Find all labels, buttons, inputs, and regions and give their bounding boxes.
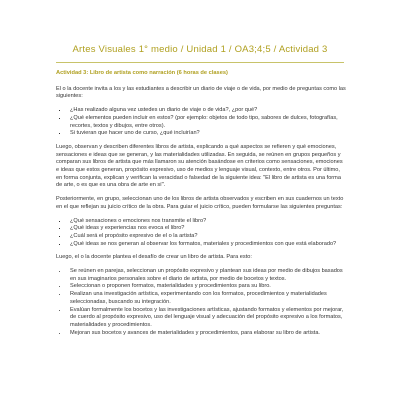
list-item: ▪ ¿Qué ideas se nos generan al observar los formatos, materiales y procedimientos con que está elaborado? <box>68 241 346 249</box>
question-list-2 <box>56 218 346 249</box>
document-body <box>56 70 346 343</box>
list-item: ▪ ¿Has realizado alguna vez ustedes un diario de viaje o de vida?, ¿por qué? <box>68 107 346 115</box>
list-item: ▪ ¿Qué sensaciones o emociones nos transmite el libro? <box>68 218 346 226</box>
list-item: • Realizan una investigación artística, experimentando con los formatos, procedimientos y materialidades seleccionadas, buscando su integración. <box>68 291 346 306</box>
observation-paragraph: Luego, observan y describen diferentes libros de artista, explicando a qué aspectos se refieren y qué emociones, sensaciones e ideas que se generan, y las materialidades utilizadas. En seguida, se reúnen en grupos pequeños y comparan sus libros de artista que más llamaron su atención basándose en criterios como sensaciones, emociones e ideas que estos generan, propósito expresivo, uso de medios y lenguaje visual, contexto, entre otros. Por último, en forma conjunta, explican y verifican la veracidad o falsedad de la siguiente idea: "El libro de artista es una forma de arte, o es que es una obra de arte en sí". <box>56 143 343 189</box>
list-item: ▪ ¿Cuál será el propósito expresivo de el o la artista? <box>68 233 346 241</box>
title-divider <box>56 62 344 63</box>
intro-paragraph: El o la docente invita a los y las estudiantes a describir un diario de viaje o de vida, por medio de preguntas como las siguientes: <box>56 85 346 100</box>
steps-list <box>56 268 346 337</box>
page-title: Artes Visuales 1° medio / Unidad 1 / OA3;4;5 / Actividad 3 <box>72 44 328 55</box>
challenge-paragraph: Luego, el o la docente plantea el desafío de crear un libro de artista. Para esto: <box>56 254 252 261</box>
list-item: ▪ ¿Qué ideas y experiencias nos evoca el libro? <box>68 225 346 233</box>
list-item: • Evalúan formalmente los bocetos y las investigaciones artísticas, ajustando formatos y elementos por mejorar, de cuerdo al propósito expresivo, uso del lenguaje visual y adecuación del propósito expresivo a los formatos, materialidades y procedimientos. <box>68 307 346 330</box>
list-item: • Se reúnen en parejas, seleccionan un propósito expresivo y plantean sus ideas por medio de dibujos basados en sus imaginarios personales sobre el diario de artista, por medio de bocetos y textos. <box>68 268 346 283</box>
list-item: ▪ ¿Qué elementos pueden incluir en estos? (por ejemplo: objetos de todo tipo, sabores de dulces, fotografías, recortes, textos y dibujos, entre otros). <box>68 115 346 130</box>
critique-paragraph: Posteriormente, en grupo, seleccionan uno de los libros de artista observados y escriben en sus cuadernos un texto en el que reflejan su juicio crítico de la obra. Para guiar el juicio crítico, pueden formularse las siguientes preguntas: <box>56 196 344 210</box>
list-item: • Seleccionan o proponen formatos, materialidades y procedimientos para su libro. <box>68 283 346 291</box>
section-title: Actividad 3: Libro de artista como narración (6 horas de clases) <box>56 70 228 76</box>
list-item: • Mejoran sus bocetos y avances de materialidades y procedimientos, para elaborar su libro de artista. <box>68 330 346 338</box>
question-list-1 <box>56 107 346 138</box>
list-item: ▪ Si tuvieran que hacer uno de curso, ¿qué incluirían? <box>68 130 346 138</box>
